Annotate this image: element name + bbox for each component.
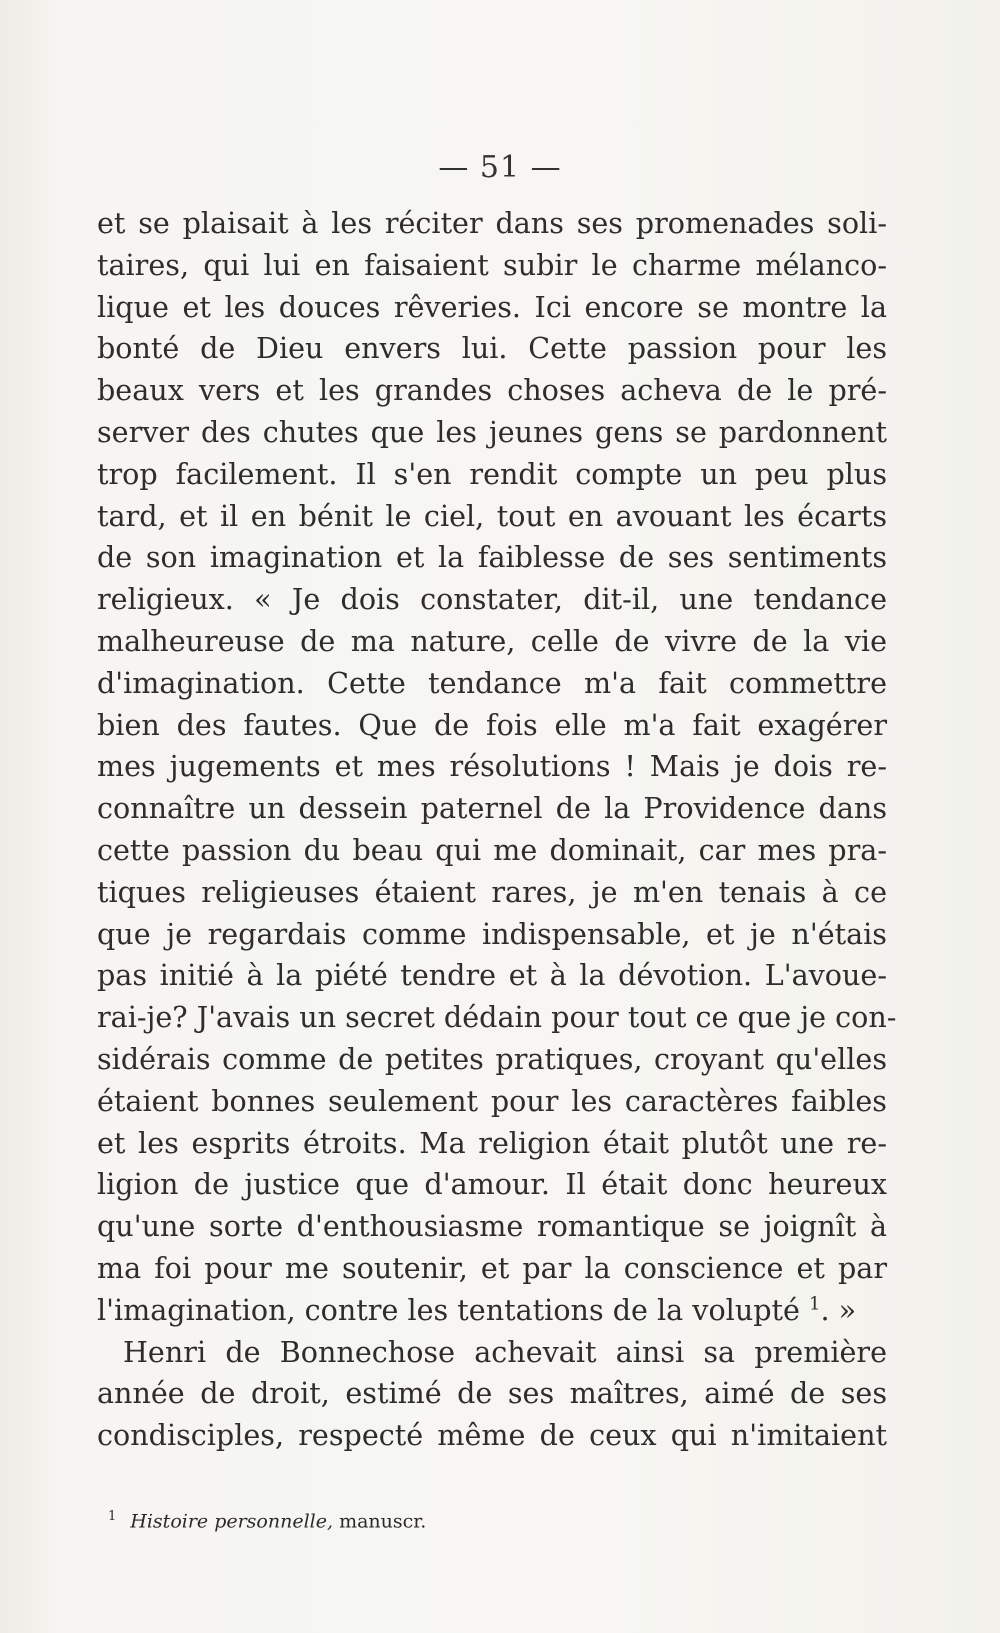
text-line: et les esprits étroits. Ma religion était plutôt une re-: [97, 1125, 887, 1160]
text-line: ligion de justice que d'amour. Il était donc heureux: [97, 1167, 887, 1202]
line-tail: . »: [820, 1292, 857, 1327]
page-number: — 51 —: [438, 150, 562, 185]
footnote-rest: manuscr.: [333, 1510, 427, 1533]
text-line: mes jugements et mes résolutions ! Mais je dois re-: [97, 749, 887, 784]
text-line: et se plaisait à les réciter dans ses promenades soli-: [97, 206, 887, 240]
text-line: server des chutes que les jeunes gens se pardonnent: [97, 414, 887, 449]
line-text: l'imagination, contre les tentations de la volupté: [97, 1292, 800, 1327]
text-line: tard, et il en bénit le ciel, tout en avouant les écarts: [97, 498, 887, 533]
text-line: que je regardais comme indispensable, et je n'étais: [97, 916, 887, 951]
text-line: sidérais comme de petites pratiques, croyant qu'elles: [97, 1041, 887, 1076]
paragraph-start-line: Henri de Bonnechose achevait ainsi sa première: [123, 1334, 887, 1369]
text-line: trop facilement. Il s'en rendit compte un peu plus: [97, 456, 887, 491]
footnote-title: Histoire personnelle,: [130, 1510, 334, 1533]
text-line: pas initié à la piété tendre et à la dévotion. L'avoue-: [97, 958, 887, 993]
text-line: ma foi pour me soutenir, et par la conscience et par: [97, 1250, 887, 1285]
footnote-reference: 1: [809, 1293, 821, 1315]
footnote-mark: 1: [108, 1509, 117, 1524]
text-line: année de droit, estimé de ses maîtres, aimé de ses: [97, 1376, 887, 1411]
footnote: [108, 1509, 426, 1532]
text-line: lique et les douces rêveries. Ici encore se montre la: [97, 289, 887, 324]
text-line: bonté de Dieu envers lui. Cette passion pour les: [97, 331, 887, 366]
text-line: condisciples, respecté même de ceux qui n'imitaient: [97, 1418, 887, 1453]
text-line: bien des fautes. Que de fois elle m'a fait exagérer: [97, 707, 887, 742]
text-line: qu'une sorte d'enthousiasme romantique se joignît à: [97, 1209, 887, 1244]
text-line: cette passion du beau qui me dominait, car mes pra-: [97, 832, 887, 867]
text-line: beaux vers et les grandes choses acheva de le pré-: [97, 373, 887, 408]
text-line: rai-je? J'avais un secret dédain pour tout ce que je con-: [97, 1000, 897, 1035]
text-line: étaient bonnes seulement pour les caractères faibles: [97, 1083, 887, 1118]
text-line: taires, qui lui en faisaient subir le charme mélanco-: [97, 247, 887, 282]
body-text: [97, 203, 897, 1457]
text-line: de son imagination et la faiblesse de ses sentiments: [97, 540, 887, 575]
text-line-with-footnote-ref: [97, 1290, 887, 1332]
text-line: d'imagination. Cette tendance m'a fait commettre: [97, 665, 887, 700]
text-line: connaître un dessein paternel de la Providence dans: [97, 791, 887, 826]
text-line: malheureuse de ma nature, celle de vivre de la vie: [97, 623, 887, 658]
text-line: tiques religieuses étaient rares, je m'en tenais à ce: [97, 874, 887, 909]
text-line: religieux. « Je dois constater, dit-il, une tendance: [97, 582, 887, 617]
